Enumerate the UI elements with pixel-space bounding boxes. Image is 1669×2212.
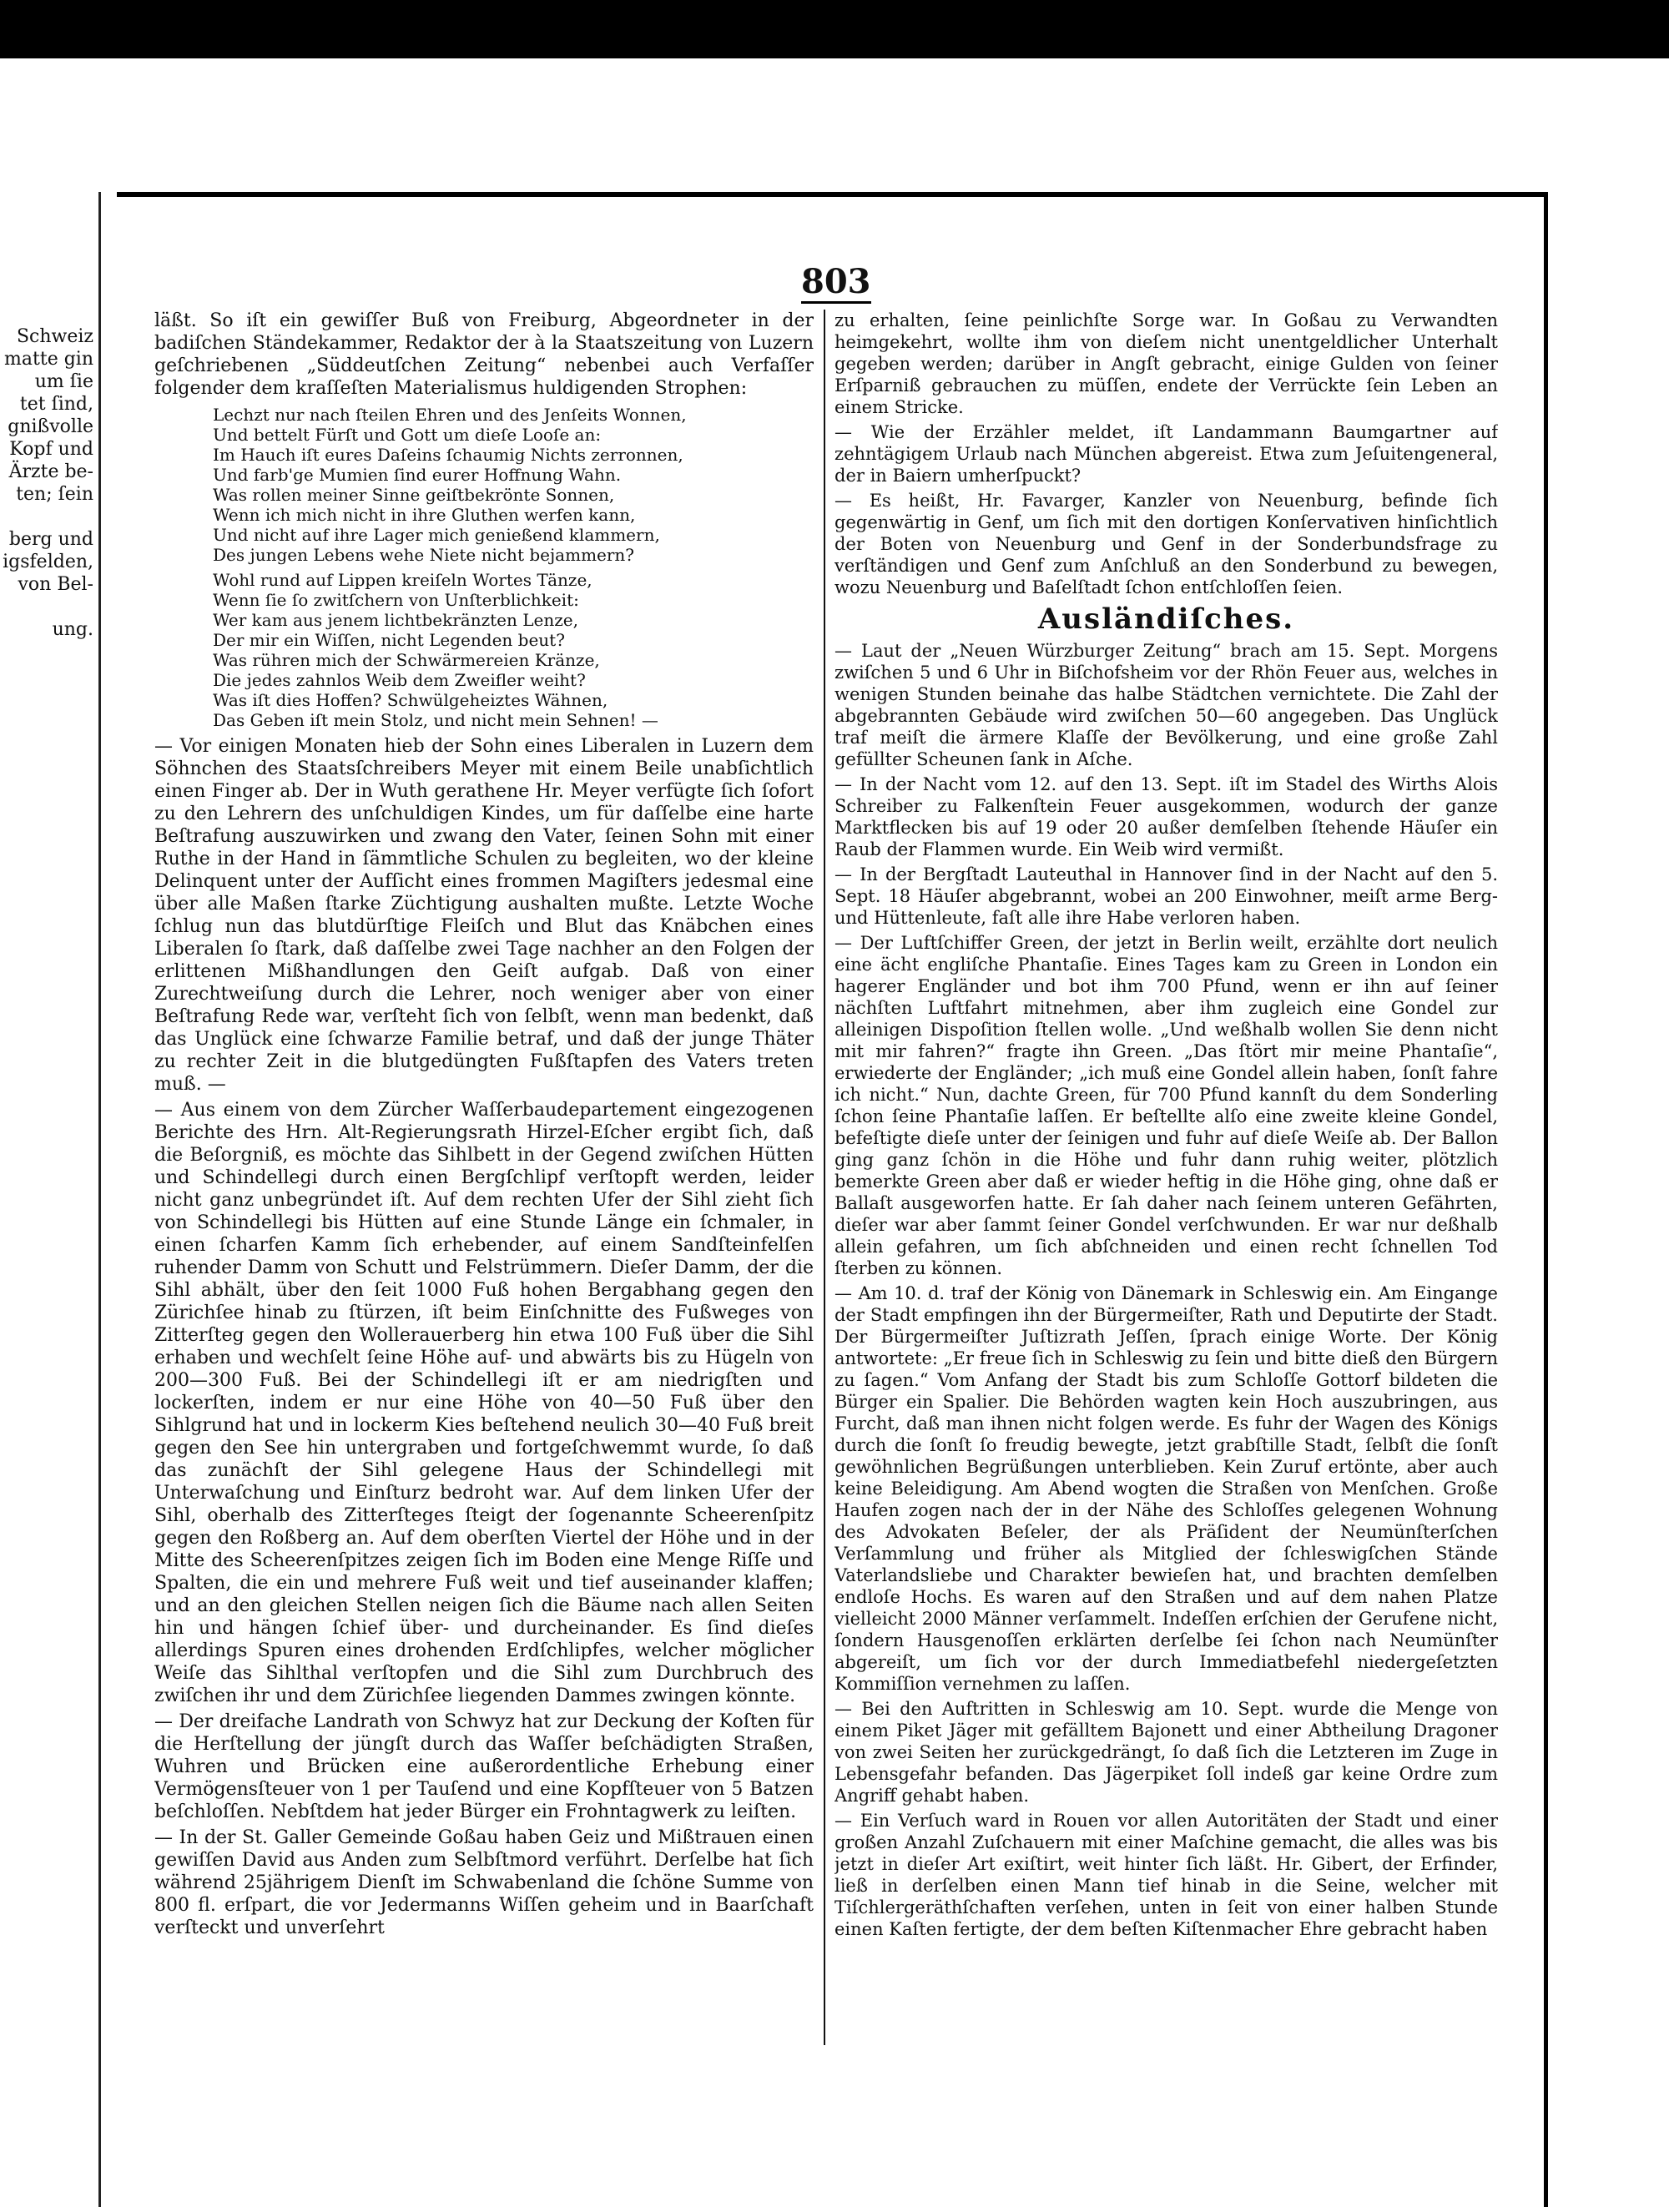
section-heading: Ausländiſches. xyxy=(1037,602,1295,636)
poem-line: Im Hauch iſt eures Daſeins ſchaumig Nichts zerronnen, xyxy=(213,445,683,465)
article-paragraph: — Wie der Erzähler meldet, iſt Landammann Baumgartner auf zehntägigem Urlaub nach München abgereist. Etwa zum Jeſuitengeneral, der in Baiern umherſpuckt? xyxy=(834,422,1498,486)
article-paragraph: — Ein Verſuch ward in Rouen vor allen Autoritäten der Stadt und einer großen Anzahl Zuſchauern mit einer Maſchine gemacht, die alles was bis jetzt in dieſer Art exiſtirt, weit hinter ſich läßt. Hr. Gibert, der Erfinder, ließ in derſelben einen Mann tief hinab in die Seine, welcher mit Tiſchlergeräthſchaften verſehen, unten in ſeit von einer halben Stunde einen Kaſten fertigte, der dem beſten Kiſtenmacher Ehre gebracht haben xyxy=(834,1811,1498,1939)
poem-line: Was rollen meiner Sinne geiſtbekrönte Sonnen, xyxy=(213,485,615,505)
article-paragraph: — Bei den Auftritten in Schleswig am 10. Sept. wurde die Menge von einem Piket Jäger mit gefälltem Bajonett und einer Abtheilung Dragoner von zwei Seiten her zurückgedrängt, ſo daß ſich die Letzteren im Zuge in Lebensgefahr befanden. Das Jägerpiket ſoll indeß gar keine Ordre zum Angriff gehabt haben. xyxy=(834,1699,1498,1806)
margin-fragment: um ſie xyxy=(34,371,93,392)
poem-stanza-1 xyxy=(213,405,814,565)
article-paragraph: läßt. So iſt ein gewiſſer Buß von Freiburg, Abgeordneter in der badiſchen Ständekammer, Redaktor der à la Staatszeitung von Luzern geſchriebenen „Süddeutſchen Zeitung“ nebenbei auch Verfaſſer folgender dem kraſſeſten Materialismus huldigenden Strophen: xyxy=(154,310,814,399)
article-paragraph: — Laut der „Neuen Würzburger Zeitung“ brach am 15. Sept. Morgens zwiſchen 5 und 6 Uhr in Biſchofsheim vor der Rhön Feuer aus, welches in wenigen Stunden beinahe das halbe Städtchen vernichtete. Die Zahl der abgebrannten Gebäude wird zwiſchen 50—60 angegeben. Das Unglück traf meiſt die ärmere Klaſſe der Bevölkerung, und eine große Zahl gefüllter Scheunen ſank in Aſche. xyxy=(834,641,1498,769)
article-paragraph: — Aus einem von dem Zürcher Waſſerbaudepartement eingezogenen Berichte des Hrn. Alt-Regierungsrath Hirzel-Eſcher ergibt ſich, daß die Beſorgniß, es möchte das Sihlbett in der Gegend zwiſchen Hütten und Schindellegi durch einen Bergſchlipf verſtopft werden, leider nicht ganz unbegründet iſt. Auf dem rechten Ufer der Sihl zieht ſich von Schindellegi bis Hütten auf eine Stunde Länge ein ſchmaler, in einen ſcharfen Kamm ſich erhebender, auf einem Sandſteinfelſen ruhender Damm von Schutt und Felstrümmern. Dieſer Damm, der die Sihl abhält, über den ſeit 1000 Fuß hohen Bergabhang gegen den Zürichſee hinab zu ſtürzen, iſt beim Einſchnitte des Fußweges von Zitterſteg gegen den Wollerauerberg hin etwa 100 Fuß über die Sihl erhaben und wechſelt ſeine Höhe auf- und abwärts bis zu Hügeln von 200—300 Fuß. Bei der Schindellegi iſt er am niedrigſten und lockerſten, indem er nur eine Höhe von 40—50 Fuß über den Sihlgrund hat und in lockerm Kies beſtehend neulich 30—40 Fuß breit gegen den See hin untergraben und fortgeſchwemmt wurde, ſo daß das zunächſt der Sihl gelegene Haus der Schindellegi mit Unterwaſchung und Einſturz bedroht war. Auf dem linken Ufer der Sihl, oberhalb des Zitterſteges ſteigt der ſogenannte Scheerenſpitz gegen den Roßberg an. Auf dem oberſten Viertel der Höhe und in der Mitte des Scheerenſpitzes zeigen ſich im Boden eine Menge Riſſe und Spalten, die ein und mehrere Fuß weit und tief auseinander klaffen; und an den gleichen Stellen neigen ſich die Bäume nach allen Seiten hin und hängen ſchief über- und durcheinander. Es ſind dieſes allerdings Spuren eines drohenden Erdſchlipfes, welcher möglicher Weiſe das Sihlthal verſtopfen und die Sihl zum Durchbruch des zwiſchen ihr und dem Zürichſee liegenden Dammes zwingen könnte. xyxy=(154,1100,814,1706)
column-right xyxy=(834,310,1498,2053)
margin-fragment: gnißvolle xyxy=(8,416,93,437)
column-left xyxy=(154,310,814,2053)
poem-line: Das Geben iſt mein Stolz, und nicht mein Sehnen! — xyxy=(213,710,658,730)
page-number: 803 xyxy=(801,262,871,304)
article-paragraph: zu erhalten, ſeine peinlichſte Sorge war. In Goßau zu Verwandten heimgekehrt, wollte ihm von dieſem nicht unentgeldlicher Unterhalt gegeben werden; darüber in Angſt gebracht, einige Gulden von ſeiner Erſparniß gebrauchen zu müſſen, endete der Verrückte ſein Leben an einem Stricke. xyxy=(834,310,1498,417)
article-paragraph: — Der Luftſchiffer Green, der jetzt in Berlin weilt, erzählte dort neulich eine ächt engliſche Phantaſie. Eines Tages kam zu Green in London ein hagerer Engländer und bot ihm 700 Pfund, wenn er ihn auf ſeiner nächſten Luftfahrt mitnehmen, aber ihm zugleich eine Gondel zur alleinigen Dispoſition ſtellen wolle. „Und weßhalb wollen Sie denn nicht mit mir fahren?“ fragte ihn Green. „Das ſtört mir meine Phantaſie“, erwiederte der Engländer; „ich muß eine Gondel allein haben, ſonſt fahre ich nicht.“ Nun, dachte Green, für 700 Pfund kannſt du dem Sonderling ſchon ſeine Phantaſie laſſen. Er beſtellte alſo eine zweite kleine Gondel, befeſtigte dieſe unter der ſeinigen und fuhr auf dieſe Weiſe ab. Der Ballon ging ganz ſchön in die Höhe und fuhr dann ruhig weiter, plötzlich bemerkte Green aber daß er wieder heftig in die Höhe ging, ohne daß er Ballaſt ausgeworfen hatte. Er ſah daher nach ſeinem unteren Gefährten, dieſer war aber ſammt ſeiner Gondel verſchwunden. Er war nur deßhalb allein gefahren, um ſich abſchneiden und einen recht ſchnellen Tod ſterben zu können. xyxy=(834,933,1498,1278)
article-paragraph: — In der St. Galler Gemeinde Goßau haben Geiz und Mißtrauen einen gewiſſen David aus Anden zum Selbſtmord verführt. Derſelbe hat ſich während 25jährigem Dienſt im Schwabenland die ſchöne Summe von 800 fl. erſpart, die vor Jedermanns Wiſſen geheim und in Baarſchaft verſteckt und unverſehrt xyxy=(154,1827,814,1938)
poem-line: Wer kam aus jenem lichtbekränzten Lenze, xyxy=(213,610,578,630)
article-paragraph: — Am 10. d. traf der König von Dänemark in Schleswig ein. Am Eingange der Stadt empfingen ihn der Bürgermeiſter, Rath und Deputirte der Stadt. Der Bürgermeiſter Juſtizrath Jeſſen, ſprach einige Worte. Der König antwortete: „Er freue ſich in Schleswig zu ſein und bitte dieß den Bürgern zu ſagen.“ Vom Anfang der Stadt bis zum Schloſſe Gottorf bildeten die Bürger ein Spalier. Die Behörden wagten kein Hoch auszubringen, aus Furcht, daß man ihnen nicht folgen werde. Es fuhr der Wagen des Königs durch die ſonſt ſo freudig bewegte, jetzt grabſtille Stadt, ſelbſt die ſonſt gewöhnlichen Begrüßungen unterblieben. Kein Zuruf ertönte, aber auch keine Beleidigung. Am Abend wogten die Straßen von Menſchen. Große Haufen zogen nach der in der Nähe des Schloſſes gelegenen Wohnung des Advokaten Beſeler, der als Präſident der Neumünſterſchen Verſammlung und früher als Mitglied der ſchleswigſchen Stände Vaterlandsliebe und Charakter bewieſen hat, und brachten demſelben endloſe Hochs. Es waren auf den Straßen und auf dem nahen Platze vielleicht 2000 Männer verſammelt. Indeſſen erſchien der Gerufene nicht, ſondern Hausgenoſſen erklärten derſelbe ſei ſchon nach Neumünſter abgereiſt, um ſich vor der durch Immediatbefehl niedergeſetzten Kommiſſion vernehmen zu laſſen. xyxy=(834,1283,1498,1694)
margin-fragment xyxy=(0,506,98,528)
poem-line: Wenn ſie ſo zwitſchern von Unſterblichkeit: xyxy=(213,590,579,610)
margin-fragment: berg und xyxy=(8,529,93,550)
margin-fragment: Kopf und xyxy=(9,439,93,460)
poem-line: Der mir ein Wiſſen, nicht Legenden beut? xyxy=(213,630,565,650)
margin-fragment: igsfelden, xyxy=(3,552,93,572)
poem-stanza-2 xyxy=(213,570,814,730)
scan-border xyxy=(0,0,1669,58)
margin-fragment: tet ſind, xyxy=(19,394,93,415)
poem-line: Des jungen Lebens wehe Niete nicht bejammern? xyxy=(213,545,635,565)
margin-fragment: Schweiz xyxy=(16,326,93,347)
newspaper-page xyxy=(117,192,1544,2212)
poem-line: Wenn ich mich nicht in ihre Gluthen werfen kann, xyxy=(213,505,636,525)
poem-line: Und bettelt Fürſt und Gott um dieſe Looſe an: xyxy=(213,425,602,445)
page-top-margin xyxy=(88,58,1556,192)
margin-fragment: ten; ſein xyxy=(16,484,93,505)
margin-fragment: von Bel- xyxy=(18,574,93,595)
poem-line: Und farb'ge Mumien ſind eurer Hoffnung Wahn. xyxy=(213,465,622,485)
column-rule xyxy=(824,310,825,2045)
article-paragraph: — In der Bergſtadt Lauteuthal in Hannover ſind in der Nacht auf den 5. Sept. 18 Häuſer abgebrannt, wobei an 200 Einwohner, meiſt arme Berg- und Hüttenleute, faſt alle ihre Habe verloren haben. xyxy=(834,864,1498,928)
article-paragraph: — Der dreifache Landrath von Schwyz hat zur Deckung der Koſten für die Herſtellung der jüngſt durch das Waſſer beſchädigten Straßen, Wuhren und Brücken eine außerordentliche Erhebung einer Vermögensſteuer von 1 per Tauſend und eine Kopfſteuer von 5 Batzen beſchloſſen. Nebſtdem hat jeder Bürger ein Frohntagwerk zu leiſten. xyxy=(154,1711,814,1822)
poem-line: Die jedes zahnlos Weib dem Zweifler weiht? xyxy=(213,670,586,690)
poem-line: Und nicht auf ihre Lager mich genießend klammern, xyxy=(213,525,660,545)
poem-line: Was iſt dies Hoffen? Schwülgeheiztes Wähnen, xyxy=(213,690,608,710)
margin-fragment: ung. xyxy=(52,619,93,640)
poem-line: Lechzt nur nach ſteilen Ehren und des Jenſeits Wonnen, xyxy=(213,405,687,425)
margin-fragment xyxy=(0,596,98,618)
adjacent-page-fragment xyxy=(0,192,101,2207)
article-paragraph: — Vor einigen Monaten hieb der Sohn eines Liberalen in Luzern dem Söhnchen des Staatsſchreibers Meyer mit einem Beile unabſichtlich einen Finger ab. Der in Wuth gerathene Hr. Meyer verfügte ſich ſofort zu den Lehrern des unſchuldigen Kindes, um für daſſelbe eine harte Beſtrafung auszuwirken und zwang den Vater, ſeinen Sohn mit einer Ruthe in der Hand in ſämmtliche Schulen zu begleiten, wo der kleine Delinquent unter der Aufſicht eines frommen Magiſters jedesmal eine über alle Maßen ſtarke Züchtigung aushalten mußte. Letzte Woche ſchlug nun das blutdürſtige Fleiſch und Blut das Knäbchen eines Liberalen ſo ſtark, daß daſſelbe zwei Tage nachher an den Folgen der erlittenen Mißhandlungen den Geiſt aufgab. Daß von einer Zurechtweiſung durch die Lehrer, noch weniger aber von einer Beſtrafung Rede war, verſteht ſich von ſelbſt, wenn man bedenkt, daß das Unglück eine ſchwarze Familie betraf, und daß der junge Thäter zu rechter Zeit in die blutgedüngten Fußſtapfen des Vaters treten muß. — xyxy=(154,736,814,1095)
article-paragraph: — In der Nacht vom 12. auf den 13. Sept. iſt im Stadel des Wirths Alois Schreiber zu Falkenſtein Feuer ausgekommen, wodurch der ganze Marktflecken bis auf 19 oder 20 außer demſelben ſtehende Häuſer ein Raub der Flammen wurde. Ein Weib wird vermißt. xyxy=(834,774,1498,859)
poem-line: Wohl rund auf Lippen kreiſeln Wortes Tänze, xyxy=(213,570,592,590)
margin-fragment: Ärzte be- xyxy=(8,461,93,482)
poem-line: Was rühren mich der Schwärmereien Kränze, xyxy=(213,650,600,670)
page-edge xyxy=(1544,192,1581,2207)
margin-fragment: matte gin xyxy=(4,349,93,370)
article-paragraph: — Es heißt, Hr. Favarger, Kanzler von Neuenburg, befinde ſich gegenwärtig in Genf, um ſich mit den dortigen Konſervativen hinſichtlich der Boten von Neuenburg und Genf in der Sonderbundsfrage zu verſtändigen und Genf zum Anſchluß an den Sonderbund zu bewegen, wozu Neuenburg und Baſelſtadt ſchon entſchloſſen ſeien. xyxy=(834,491,1498,597)
